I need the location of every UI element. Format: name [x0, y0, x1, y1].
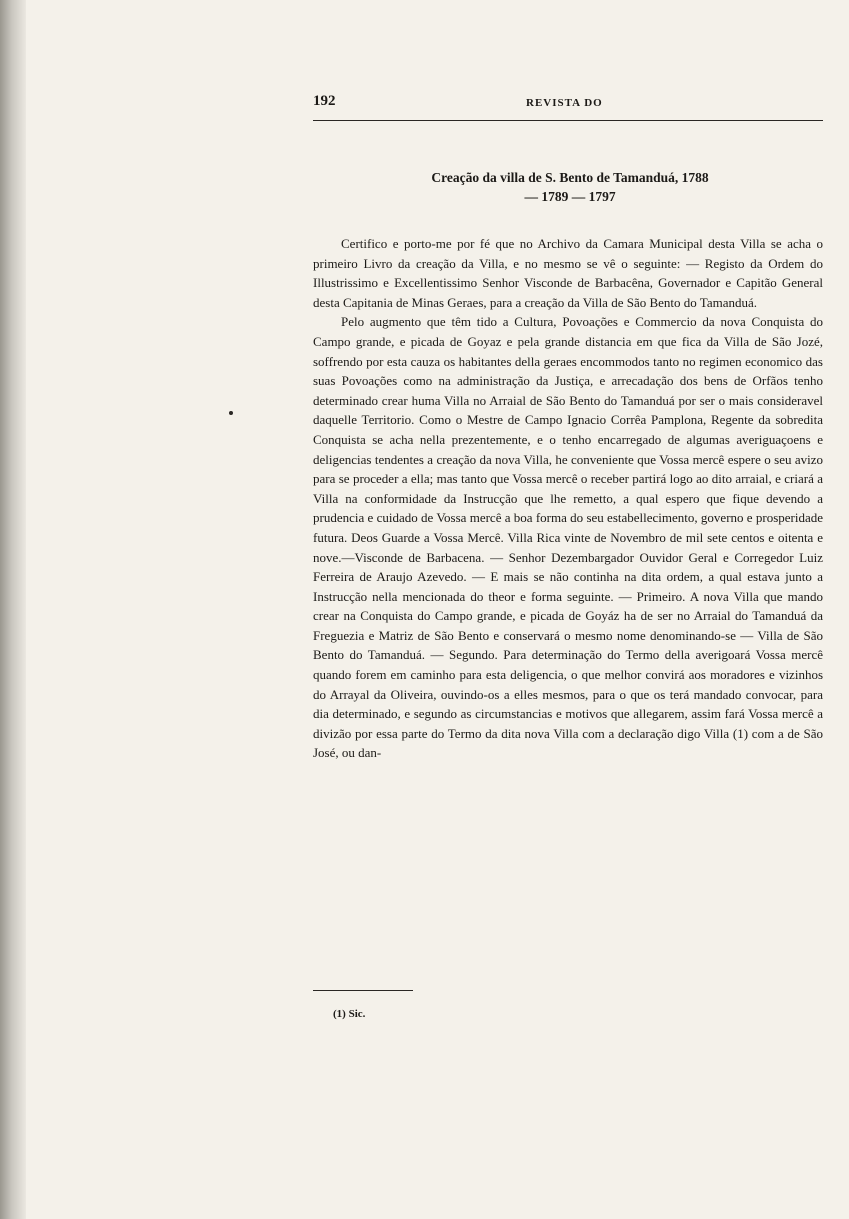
page-binding-shadow	[0, 0, 26, 1219]
article-title-line-2: — 1789 — 1797	[524, 189, 616, 204]
footnote-rule	[313, 990, 413, 991]
body-paragraph-1: Certifico e porto-me por fé que no Archivo da Camara Municipal desta Villa se acha o primeiro Livro da creação da Villa, e no mesmo se vê o seguinte: — Registo da Ordem do Illustrissimo e Excellentissimo Senhor Visconde de Barbacêna, Governador e Capitão General desta Capitania de Minas Geraes, para a creação da Villa de São Bento do Tamanduá.	[313, 236, 823, 310]
footnote: (1) Sic.	[333, 1008, 366, 1020]
article-title-line-1: Creação da villa de S. Bento de Tamanduá, 1788	[431, 170, 709, 185]
ink-speck	[229, 411, 233, 415]
article-title	[330, 168, 810, 206]
page-number: 192	[313, 93, 336, 109]
body-paragraph-2: Pelo augmento que têm tido a Cultura, Povoações e Commercio da nova Conquista do Campo grande, e picada de Goyaz e pela grande distancia em que fica da Villa de São Jozé, soffrendo por esta cauza os habitantes della geraes encommodos tanto no regimen economico das suas Povoações como na administração da Justiça, e arrecadação dos bens de Orfãos tenho determinado crear huma Villa no Arraial de São Bento do Tamanduá por ser o mais consideravel daquelle Territorio. Como o Mestre de Campo Ignacio Corrêa Pamplona, Regente da sobredita Conquista se acha nella prezentemente, e o tenho encarregado de algumas averiguaçoens e deligencias tendentes a creação da nova Villa, he conveniente que Vossa mercê espere o seu avizo para se proceder a ella; mas tanto que Vossa mercê o receber partirá logo ao dito arraial, e criará a Villa na conformidade da Instrucção que lhe remetto, a qual espero que fique devendo a prudencia e cuidado de Vossa mercê a boa forma do seu estabellecimento, governo e prosperidade futura. Deos Guarde a Vossa Mercê. Villa Rica vinte de Novembro de mil sete centos e oitenta e nove.—Visconde de Barbacena. — Senhor Dezembargador Ouvidor Geral e Corregedor Luiz Ferreira de Araujo Azevedo. — E mais se não continha na dita ordem, a qual estava junto a Instrucção nella mencionada do theor e forma seguinte. — Primeiro. A nova Villa que mando crear na Conquista do Campo grande, e picada de Goyáz ha de ser no Arraial do Tamanduá da Freguezia e Matriz de São Bento e conservará o mesmo nome denominando-se — Villa de São Bento do Tamanduá. — Segundo. Para determinação do Termo della averigoará Vossa mercê quando forem em caminho para esta deligencia, o que melhor convirá aos moradores e vizinhos do Arrayal da Oliveira, ouvindo-os a elles mesmos, para o que os terá mandado convocar, para dia determinado, e segundo as circumstancias e motivos que allegarem, assim fará Vossa mercê a divizão por essa parte do Termo da dita nova Villa com a declaração digo Villa (1) com a de São José, ou dan-	[313, 314, 823, 761]
running-head	[313, 93, 823, 115]
journal-title: REVISTA DO	[526, 97, 603, 109]
header-rule	[313, 120, 823, 121]
article-body	[313, 234, 823, 763]
